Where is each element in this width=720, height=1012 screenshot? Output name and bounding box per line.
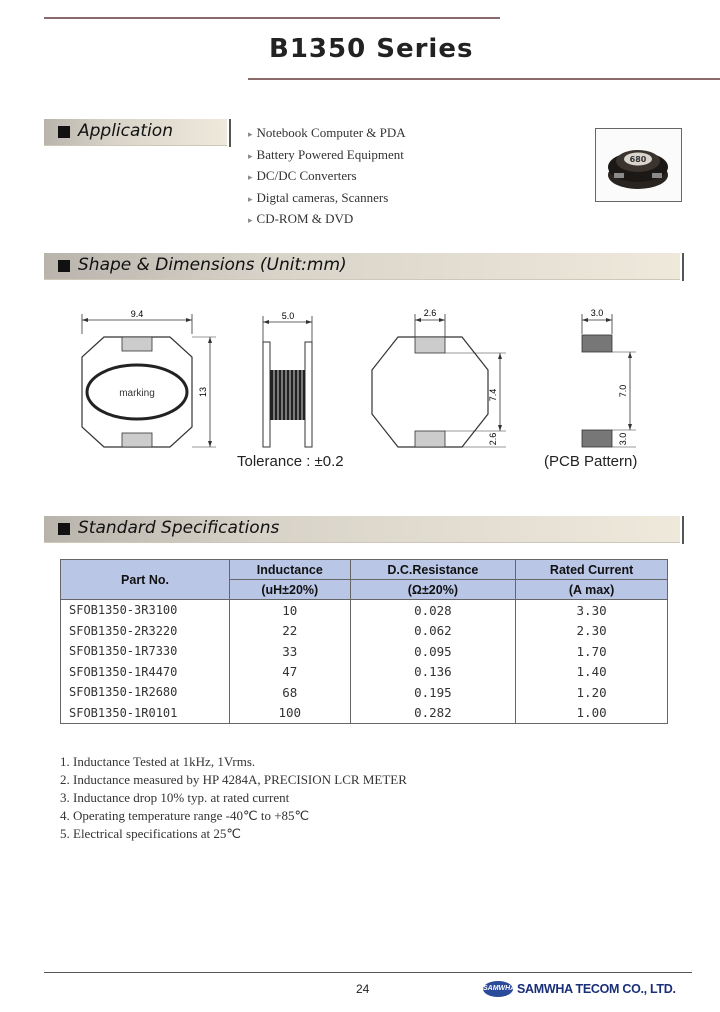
cell-current: 1.40 [516, 662, 668, 683]
cell-current: 1.20 [516, 682, 668, 703]
cell-current: 1.00 [516, 703, 668, 724]
column-header-part: Part No. [61, 560, 230, 600]
cell-inductance: 10 [230, 600, 351, 621]
company-name: SAMWHA TECOM CO., LTD. [517, 982, 676, 996]
page-title: B1350 Series [269, 34, 474, 64]
bullet-square-icon [58, 126, 70, 138]
cell-part: SFOB1350-1R7330 [61, 641, 230, 662]
dim-label: 2.6 [423, 308, 437, 318]
list-item: ▸ DC/DC Converters [248, 168, 357, 184]
cell-dcr: 0.195 [350, 682, 516, 703]
table-row [61, 600, 668, 621]
spec-table [60, 559, 668, 724]
product-photo [595, 128, 682, 202]
column-unit-dcr: (Ω±20%) [350, 580, 516, 600]
cell-current: 3.30 [516, 600, 668, 621]
cell-inductance: 47 [230, 662, 351, 683]
cell-part: SFOB1350-2R3220 [61, 621, 230, 642]
tolerance-note: Tolerance : ±0.2 [237, 453, 344, 470]
notes-list [60, 753, 407, 843]
note-item: 1. Inductance Tested at 1kHz, 1Vrms. [60, 754, 256, 769]
section-title: Shape & Dimensions (Unit:mm) [78, 255, 347, 275]
dimension-drawings [60, 300, 660, 450]
arrow-bullet-icon: ▸ [248, 129, 253, 139]
column-unit-current: (A max) [516, 580, 668, 600]
list-item: ▸ CD-ROM & DVD [248, 211, 354, 227]
cell-inductance: 22 [230, 621, 351, 642]
bullet-square-icon [58, 260, 70, 272]
pcb-caption: (PCB Pattern) [544, 453, 638, 470]
list-item: ▸ Notebook Computer & PDA [248, 125, 406, 140]
table-row [61, 641, 668, 662]
table-row [61, 703, 668, 724]
table-row [61, 621, 668, 642]
table-row [61, 682, 668, 703]
dim-label: 2.6 [488, 432, 498, 446]
pcb-pattern-drawing [582, 308, 636, 447]
section-header-shape [44, 253, 680, 280]
cell-part: SFOB1350-1R0101 [61, 703, 230, 724]
section-header-specs [44, 516, 680, 543]
arrow-bullet-icon: ▸ [248, 172, 253, 183]
svg-text:680: 680 [629, 155, 647, 164]
cell-dcr: 0.095 [350, 641, 516, 662]
section-title: Standard Specifications [78, 518, 280, 538]
arrow-bullet-icon: ▸ [248, 150, 253, 161]
cell-inductance: 33 [230, 641, 351, 662]
dim-label: 13 [198, 386, 208, 398]
dim-label: 7.0 [618, 384, 628, 398]
cell-part: SFOB1350-1R2680 [61, 682, 230, 703]
cell-part: SFOB1350-3R3100 [61, 600, 230, 621]
footer-rule [44, 972, 692, 973]
cell-dcr: 0.136 [350, 662, 516, 683]
cell-current: 2.30 [516, 621, 668, 642]
cell-inductance: 100 [230, 703, 351, 724]
page-number: 24 [356, 982, 370, 996]
column-header-inductance: Inductance [230, 560, 351, 580]
back-view-drawing [372, 308, 506, 447]
note-item: 2. Inductance measured by HP 4284A, PRECISION LCR METER [60, 772, 407, 787]
section-title: Application [78, 121, 173, 141]
cell-dcr: 0.028 [350, 600, 516, 621]
arrow-bullet-icon: ▸ [248, 215, 253, 226]
dim-label: 5.0 [281, 311, 295, 321]
note-item: 5. Electrical specifications at 25℃ [60, 826, 242, 841]
company-logo-icon: SAMWHA [483, 981, 513, 997]
column-header-dcr: D.C.Resistance [350, 560, 516, 580]
cell-inductance: 68 [230, 682, 351, 703]
table-row [61, 662, 668, 683]
dim-label: 7.4 [488, 388, 498, 402]
note-item: 3. Inductance drop 10% typ. at rated current [60, 790, 290, 805]
title-rule [248, 78, 720, 80]
column-header-current: Rated Current [516, 560, 668, 580]
section-end-marker [229, 119, 231, 147]
inductor-photo-icon [596, 129, 681, 201]
list-item: ▸ Digtal cameras, Scanners [248, 189, 389, 205]
section-end-marker [682, 516, 684, 544]
application-list [248, 122, 406, 230]
section-header-application [44, 119, 227, 146]
cell-dcr: 0.282 [350, 703, 516, 724]
section-end-marker [682, 253, 684, 281]
marking-label: marking [119, 388, 155, 399]
list-item: ▸ Battery Powered Equipment [248, 146, 404, 162]
bullet-square-icon [58, 523, 70, 535]
dim-label: 3.0 [590, 308, 604, 318]
dim-label: 3.0 [618, 432, 628, 446]
cell-part: SFOB1350-1R4470 [61, 662, 230, 683]
column-unit-inductance: (uH±20%) [230, 580, 351, 600]
cell-dcr: 0.062 [350, 621, 516, 642]
note-item: 4. Operating temperature range -40℃ to +85℃ [60, 808, 310, 823]
side-view-drawing [263, 311, 312, 447]
arrow-bullet-icon: ▸ [248, 193, 253, 204]
cell-current: 1.70 [516, 641, 668, 662]
top-rule [44, 17, 500, 19]
front-view-drawing [82, 309, 216, 447]
dim-label: 9.4 [130, 309, 144, 319]
